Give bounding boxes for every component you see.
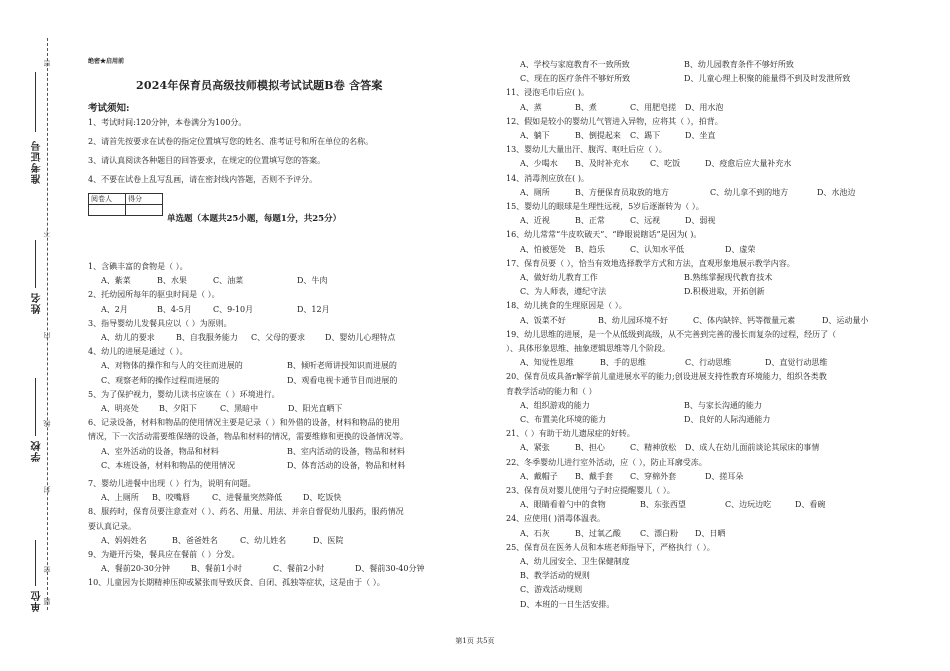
name-blank — [35, 240, 36, 288]
score-cell — [126, 205, 163, 216]
answer-option: B、倒提起来 — [575, 131, 621, 140]
question-text: 23、保育员对婴儿使用勺子时应提醒婴儿（ ）。 — [506, 486, 675, 495]
answer-option: C、行动思维 — [685, 358, 732, 368]
margin-label-school: 学校 — [32, 440, 43, 462]
answer-option: C、边玩边吃 — [725, 500, 772, 510]
margin-seal-char: 封 — [43, 486, 51, 493]
answer-option: A、怕被惩处 — [520, 244, 566, 254]
answer-option: A、戴帽子 — [520, 471, 558, 481]
margin-seal-char: 线 — [43, 420, 51, 427]
answer-option: B、及时补充水 — [575, 159, 629, 169]
answer-option: D、成人在幼儿面前谈论其尿床的事情 — [685, 443, 820, 453]
score-table — [88, 193, 163, 216]
answer-option: A、室外活动的设备，物品和材料 — [101, 446, 219, 456]
answer-option: B、餐前1小时 — [191, 564, 242, 574]
question-text-cont: ）、具体形象思维、抽象逻辑思维等几个阶段。 — [506, 344, 670, 353]
answer-option: A、石灰 — [520, 528, 550, 538]
answer-option: D、阳光直晒下 — [288, 404, 343, 413]
question-text: 8、服药时，保育员要注意查对（ ）、药名、用量、用法、并亲自督促幼儿服药，服药情况 — [88, 507, 404, 517]
question-text: 2、托幼园所每年的驱虫时间是（ ）。 — [88, 290, 220, 300]
answer-option: D、日晒 — [695, 528, 726, 538]
answer-option: A、组织游戏的能力 — [520, 400, 590, 410]
answer-option: A、餐前20-30分钟 — [101, 564, 170, 574]
answer-option: B、夕阳下 — [159, 404, 197, 413]
question-text: 22、冬季婴幼儿进行室外活动，应（ ），防止耳廓受冻。 — [506, 457, 707, 467]
answer-option: A、少喝水 — [520, 159, 558, 169]
question-text: 13、婴幼儿大量出汗、腹泻、呕吐后应（ ）。 — [506, 145, 667, 155]
answer-option: C、精神放松 — [630, 443, 677, 453]
answer-option: C、布置美化环境的能力 — [520, 415, 607, 424]
answer-option: D、牛肉 — [297, 276, 328, 286]
answer-option: B、幼儿园教育条件不够好所致 — [684, 60, 794, 69]
answer-option: B、方便保育员取放的地方 — [575, 187, 669, 197]
answer-option: D、弱视 — [685, 216, 716, 226]
answer-option: A、躺下 — [520, 131, 550, 140]
question-text: 5、为了保护视力，婴幼儿读书应该在（ ）环境进行。 — [88, 389, 280, 399]
answer-option: C、油菜 — [213, 276, 244, 286]
question-text: 3、指导婴幼儿发餐具应以（ ）为原则。 — [88, 318, 232, 328]
question-text: 19、幼儿思维的进展，是一个从低级到高级，从不完善到完善的漫长而复杂的过程，经历了（ — [506, 329, 837, 339]
answer-option: A、2月 — [101, 304, 128, 314]
answer-option: D、本班的一日生活安排。 — [520, 599, 615, 609]
margin-label-unit: 单位 — [32, 590, 43, 612]
answer-option: A、对物体的操作和与人的交往而进展的 — [101, 361, 243, 371]
answer-option: B、手的思维 — [600, 358, 646, 368]
question-text: 16、幼儿常常“牛皮吹破天”、“睁眼说瞎话”是因为( )。 — [506, 230, 702, 240]
answer-option: A、厕所 — [520, 187, 550, 197]
answer-option: A、紧张 — [520, 443, 550, 453]
answer-option: B、室内活动的设备，物品和材料 — [287, 446, 405, 456]
grader-cell — [89, 205, 126, 216]
notice-heading: 考试须知: — [88, 103, 130, 114]
margin-label-name: 姓名 — [32, 292, 43, 314]
answer-option: C、漂白粉 — [640, 528, 679, 538]
answer-option: B、东张西望 — [640, 500, 686, 510]
answer-option: D、搓耳朵 — [705, 471, 744, 481]
question-text: 12、假如是较小的婴幼儿气管进入异物，应将其（ ），拍背。 — [506, 116, 723, 126]
answer-option: A、知觉性思维 — [520, 358, 574, 368]
answer-option: A、明亮处 — [101, 404, 139, 413]
score-table-score: 得分 — [126, 194, 163, 205]
answer-option: C、踢下 — [630, 131, 661, 140]
question-text: 4、幼儿的进展是通过（ ）。 — [88, 347, 188, 357]
answer-option: D、体育活动的设备，物品和材料 — [287, 460, 406, 470]
answer-option: C、现在的医疗条件不够好所致 — [520, 74, 631, 84]
question-text: 7、婴幼儿进餐中出现（ ）行为，说明有问题。 — [88, 479, 256, 488]
question-text: 20、保育员成具备r解学前儿童进展水平的能力;创设进展支持性教育环境能力，组织各类教 — [506, 372, 827, 382]
answer-option: A、紫菜 — [101, 276, 131, 286]
answer-option: D、用水泡 — [685, 102, 724, 112]
answer-option: D、水池边 — [817, 187, 856, 197]
answer-option: A、近视 — [520, 216, 550, 226]
school-blank — [35, 378, 36, 436]
question-text: 9、为避开污染，餐具应在餐前（ ）分发。 — [88, 550, 240, 559]
answer-option: A、蒸 — [520, 102, 542, 112]
question-text: 11、浸泡毛巾后应( )。 — [506, 88, 589, 98]
answer-option: B、煮 — [575, 102, 597, 112]
answer-option: A、饭菜不好 — [520, 315, 566, 325]
answer-option: B、水果 — [157, 276, 187, 286]
margin-seal-char: 密 — [43, 60, 51, 67]
unit-blank — [35, 540, 36, 586]
exam-number-blank — [35, 72, 36, 132]
answer-option: D、婴幼儿心理特点 — [325, 333, 396, 342]
answer-option: B、与家长沟通的能力 — [684, 400, 762, 410]
answer-option: B、教学活动的规则 — [520, 571, 590, 581]
answer-option: B、咬嘴唇 — [152, 493, 190, 503]
answer-option: D、吃饭快 — [303, 493, 342, 503]
score-table-grader: 阅卷人 — [89, 194, 126, 205]
page-footer: 第1页 共5页 — [455, 637, 495, 645]
answer-option: C、吃饭 — [650, 159, 681, 169]
question-text: 14、消毒剂应放在( )。 — [506, 173, 589, 183]
secret-mark: 绝密★启用前 — [88, 58, 125, 65]
answer-option: C、本班设备，材料和物品的使用情况 — [101, 460, 236, 470]
answer-option: A、做好幼儿教育工作 — [520, 273, 598, 282]
answer-option: A、上厕所 — [101, 493, 139, 503]
seal-line — [47, 38, 48, 610]
margin-seal-char: 题 — [43, 598, 51, 605]
answer-option: C、穿棉外套 — [630, 471, 677, 481]
margin-seal-char: 密 — [43, 566, 51, 573]
answer-option: B、戴手套 — [575, 471, 613, 481]
question-text-cont: 育教学活动的能力和（ ） — [506, 386, 597, 396]
answer-option: B.熟练掌握现代教育技术 — [684, 273, 773, 282]
answer-option: B、自我服务能力 — [176, 333, 238, 342]
answer-option: C、黑暗中 — [220, 404, 259, 413]
answer-option: C、9-10月 — [213, 304, 254, 314]
answer-option: C、游戏活动规则 — [520, 585, 583, 595]
answer-option: D、虚荣 — [725, 244, 756, 254]
answer-option: B、过氧乙酸 — [575, 528, 621, 538]
answer-option: A、幼儿园安全、卫生保健制度 — [520, 557, 630, 566]
margin-seal-char: 不 — [43, 230, 51, 237]
question-text: 17、保育员要（ ），恰当有效地选择教学方式和方法，直观形象地展示教学内容。 — [506, 258, 795, 268]
answer-option: A、幼儿的要求 — [101, 333, 155, 342]
answer-option: D、餐前30-40分钟 — [355, 564, 425, 574]
answer-option: D、12月 — [297, 304, 330, 314]
answer-option: B、担心 — [575, 443, 605, 453]
question-text: 15、婴幼儿的眼球是生理性远视，5岁后逐渐转为（ ）。 — [506, 202, 704, 211]
answer-option: A、妈妈姓名 — [101, 535, 147, 545]
answer-option: D、运动量小 — [822, 315, 869, 325]
answer-option: D、直觉行动思维 — [765, 358, 828, 368]
answer-option: C、餐前2小时 — [273, 564, 325, 574]
answer-option: B、4-5月 — [157, 304, 192, 314]
answer-option: C、幼儿拿不到的地方 — [710, 187, 789, 197]
answer-option: C、用肥皂搓 — [630, 102, 677, 112]
question-text: 10、儿童因为长期精神压抑或紧张而导致厌食、自闭、孤独等症状，这是由于（ ）。 — [88, 578, 385, 588]
answer-option: D、看碗 — [795, 500, 826, 510]
question-text-cont: 要认真记录。 — [88, 521, 136, 531]
answer-option: B、趋乐 — [575, 244, 605, 254]
margin-label-exam-number: 准考证号 — [32, 140, 43, 184]
answer-option: C、为人师表，遵纪守法 — [520, 287, 607, 297]
answer-option: D、疫愈后应大量补充水 — [705, 159, 792, 169]
answer-option: C、体内缺锌、钙等微量元素 — [693, 315, 796, 325]
answer-option: D、儿童心理上积聚的能量得不到及时发泄所致 — [684, 74, 851, 84]
answer-option: B、幼儿园环境不好 — [598, 315, 668, 325]
answer-option: C、观察老师的操作过程而进展的 — [101, 375, 220, 385]
answer-option: B、爸爸姓名 — [172, 535, 218, 545]
notice-item: 2、请首先按要求在试卷的指定位置填写您的姓名、准考证号和所在单位的名称。 — [88, 137, 374, 146]
answer-option: D、良好的人际沟通能力 — [684, 415, 771, 424]
question-text: 6、记录设备，材料和物品的使用情况主要是记录（ ）和外借的设备，材料和物品的使用 — [88, 418, 400, 428]
question-text-cont: 情况，下一次活动需要维保缮的设备，物品和材料的情况，需要维修和更换的设备情况等。 — [88, 432, 408, 442]
answer-option: D、坐直 — [685, 131, 716, 140]
answer-option: C、父母的要求 — [251, 333, 306, 342]
answer-option: B、正常 — [575, 216, 605, 226]
answer-option: A、学校与家庭教育不一致所致 — [520, 60, 630, 69]
notice-item: 3、请认真阅读各种题目的回答要求，在规定的位置填写您的答案。 — [88, 156, 326, 165]
answer-option: C、认知水平低 — [630, 244, 685, 254]
question-text: 1、含碘丰富的食物是（ ）。 — [88, 262, 188, 271]
margin-seal-char: 内 — [43, 332, 51, 339]
answer-option: B、倾听老师讲授知识而进展的 — [287, 361, 397, 371]
answer-option: C、进餐量突然降低 — [212, 493, 283, 503]
answer-option: A、眼睛看着勺中的食物 — [520, 500, 606, 510]
notice-item: 1、考试时间:120分钟，本卷满分为100分。 — [88, 118, 247, 127]
page-title: 2024年保育员高级技师模拟考试试题B卷 含答案 — [136, 79, 383, 92]
question-text: 25、保育员在医务人员和本班老师指导下，严格执行（ ）。 — [506, 542, 715, 552]
answer-option: C、幼儿姓名 — [240, 535, 287, 545]
notice-item: 4、不要在试卷上乱写乱画，请在密封线内答题，否则不予评分。 — [88, 175, 318, 184]
question-text: 18、幼儿挑食的生理原因是（ ）。 — [506, 301, 627, 311]
answer-option: D.积极进取，开拓创新 — [684, 287, 765, 297]
answer-option: D、观看电视卡通节目而进展的 — [287, 375, 398, 385]
question-text: 24、应使用( )消毒体温表。 — [506, 514, 605, 524]
question-text: 21、（ ）有助于幼儿遗尿症的好转。 — [506, 429, 635, 439]
answer-option: C、远视 — [630, 216, 661, 226]
section-heading: 单选题（本题共25小题，每题1分，共25分） — [167, 214, 342, 224]
answer-option: D、医院 — [313, 535, 344, 545]
